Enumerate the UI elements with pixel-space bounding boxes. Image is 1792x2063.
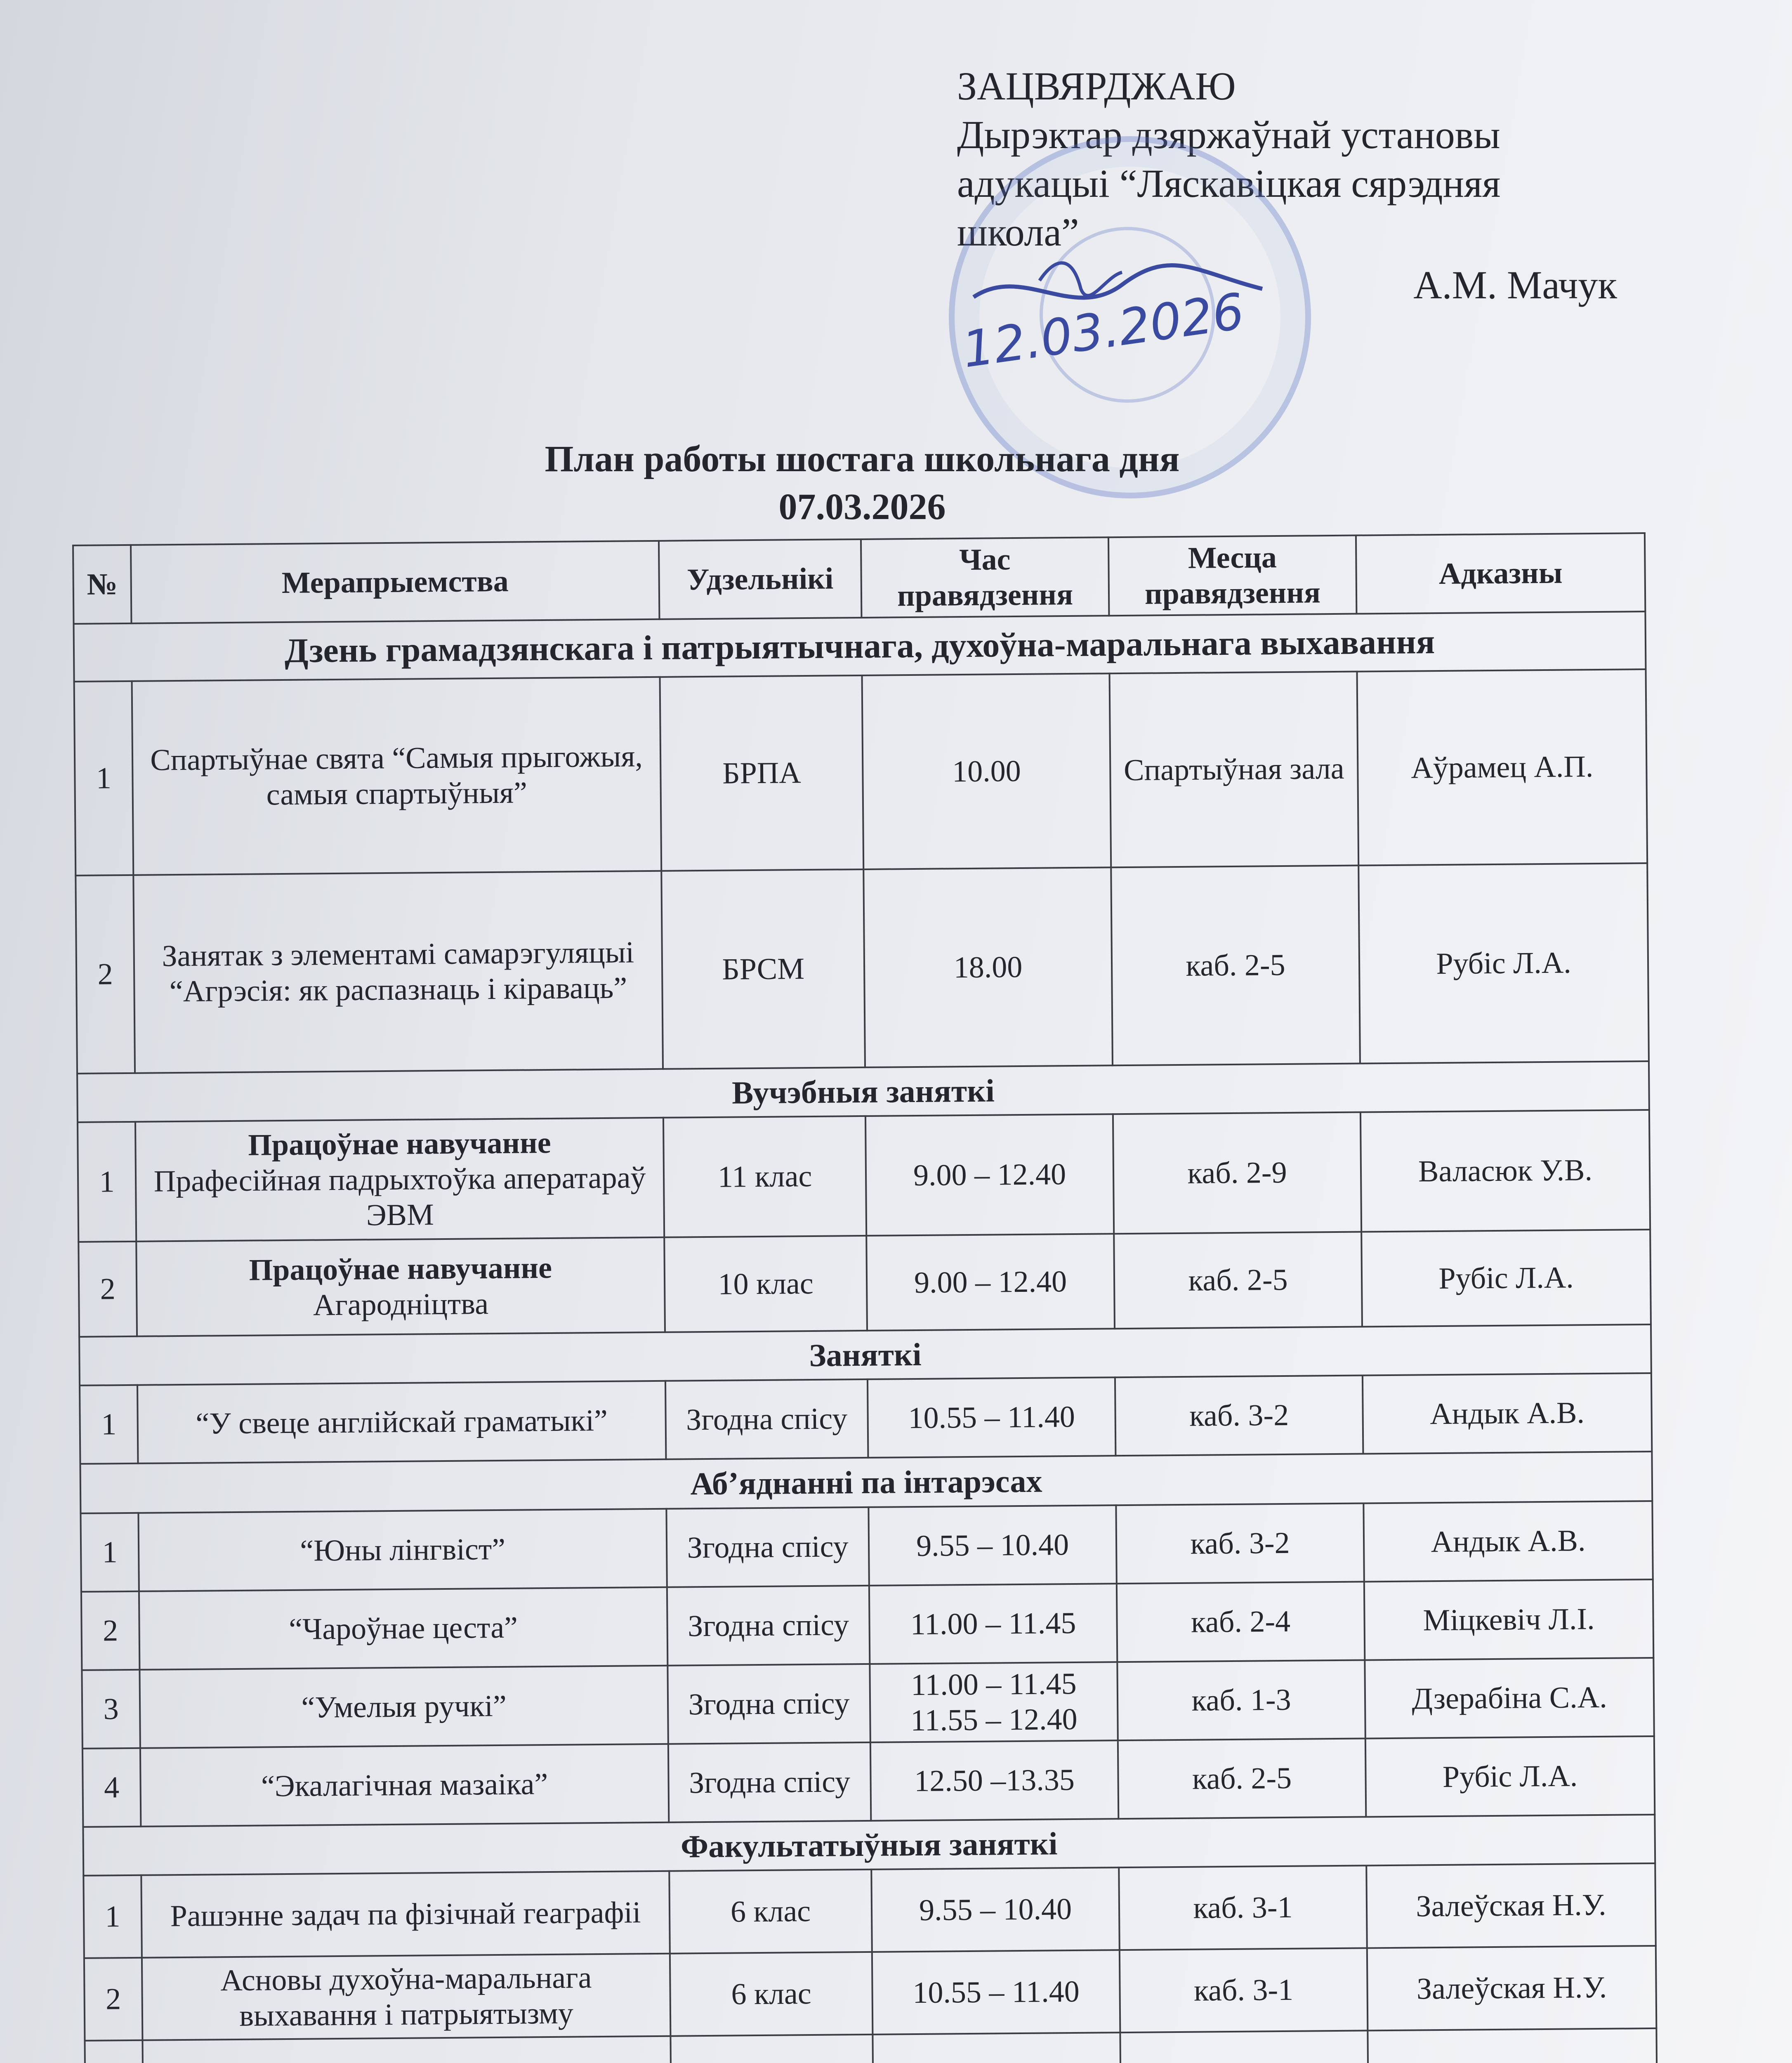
cell-time: 9.55 – 10.40 <box>871 1867 1120 1952</box>
cell-place: каб. 2-5 <box>1114 1232 1362 1329</box>
cell-place: каб. 3-2 <box>1115 1375 1363 1456</box>
cell-responsible: Залеўская Н.У. <box>1367 1946 1657 2030</box>
cell-place: каб. 3-2 <box>1116 1503 1364 1584</box>
table-row <box>75 863 1649 1074</box>
cell-place: каб. 1-3 <box>1117 1660 1365 1740</box>
table-row <box>82 1658 1654 1749</box>
table-header-row <box>73 533 1645 624</box>
cell-participants: Згодна спісу <box>667 1586 870 1666</box>
cell-event <box>142 2036 671 2063</box>
cell-event <box>135 1118 664 1242</box>
cell-place: каб. 2-9 <box>1113 1112 1361 1234</box>
cell-num: 2 <box>78 1242 137 1337</box>
document-title <box>371 435 1353 531</box>
cell-participants <box>670 2035 873 2063</box>
table-row <box>81 1579 1653 1670</box>
table-row <box>80 1501 1653 1592</box>
cell-time: 10.00 <box>862 673 1111 869</box>
cell-participants: 6 клас <box>669 1869 872 1954</box>
cell-responsible: Дзерабіна С.А. <box>1365 1658 1654 1738</box>
approval-line-1: Дырэктар дзяржаўнай установы <box>957 113 1500 157</box>
cell-event: “Юны лінгвіст” <box>138 1509 667 1591</box>
cell-event: Асновы духоўна-маральнага выхавання і патрыятызму <box>142 1954 671 2040</box>
cell-num: 1 <box>80 1385 138 1464</box>
cell-time: 11.00 – 11.45 <box>869 1584 1117 1664</box>
cell-responsible: Рубіс Л.А. <box>1365 1736 1655 1817</box>
header-num: № <box>73 545 131 624</box>
cell-event: Спартыўнае свята “Самыя прыгожыя, самыя спартыўныя” <box>132 677 662 875</box>
director-name: А.М. Мачук <box>1413 263 1617 307</box>
cell-responsible: Рубіс Л.А. <box>1361 1230 1651 1327</box>
table-row <box>83 1736 1655 1827</box>
cell-num: 4 <box>83 1748 141 1827</box>
header-responsible: Адказны <box>1356 533 1645 614</box>
event-subject: Працоўнае навучанне <box>249 1251 552 1287</box>
section-title: Дзень грамадзянскага і патрыятычнага, духоўна-маральнага выхавання <box>74 611 1646 682</box>
cell-time: 12.50 –13.35 <box>870 1740 1118 1821</box>
cell-time: 18.00 <box>863 867 1113 1067</box>
title-date: 07.03.2026 <box>778 486 946 527</box>
approval-line-2: адукацыі “Ляскавіцкая сярэдняя <box>957 161 1501 205</box>
cell-responsible: Аўрамец А.П. <box>1357 669 1648 865</box>
cell-num <box>85 2040 143 2063</box>
cell-num: 1 <box>78 1122 136 1242</box>
cell-responsible: Рубіс Л.А. <box>1358 863 1649 1063</box>
cell-num: 1 <box>80 1513 139 1592</box>
cell-num: 1 <box>83 1875 142 1958</box>
section-title: Аб’яднанні па інтарэсах <box>80 1452 1652 1513</box>
cell-place: каб. 2-5 <box>1111 866 1360 1066</box>
header-place: Месца правядзення <box>1108 536 1356 616</box>
table-row <box>78 1110 1650 1242</box>
cell-event: “Экалагічная мазаіка” <box>140 1744 669 1827</box>
cell-event: “Умелыя ручкі” <box>139 1666 668 1748</box>
cell-place: каб. 2-5 <box>1118 1738 1366 1819</box>
section-title: Вучэбныя заняткі <box>77 1061 1649 1122</box>
table-row <box>78 1230 1651 1337</box>
event-subject: Працоўнае навучанне <box>248 1126 551 1162</box>
cell-responsible <box>1368 2028 1657 2063</box>
handwritten-date: 12.03.2026 <box>959 283 1248 379</box>
cell-num: 2 <box>75 875 135 1074</box>
cell-event: “У свеце англійскай граматыкі” <box>137 1381 666 1463</box>
section-title: Факультатыўныя заняткі <box>83 1815 1655 1876</box>
event-detail: Прафесійная падрыхтоўка аператараў ЭВМ <box>153 1161 646 1232</box>
cell-time: 9.55 – 10.40 <box>868 1505 1116 1586</box>
table-row <box>74 669 1648 876</box>
cell-event: Занятак з элементамі самарэгуляцыі “Агрэсія: як распазнаць і кіраваць” <box>133 871 663 1073</box>
title-line-1: План работы шостага школьнага дня <box>545 439 1180 479</box>
cell-event: “Чароўнае цеста” <box>139 1587 667 1670</box>
cell-place: каб. 2-4 <box>1117 1581 1365 1662</box>
cell-time: 10.55 – 11.40 <box>868 1377 1115 1458</box>
approval-line-3: школа” <box>957 210 1079 254</box>
table-row <box>80 1373 1652 1464</box>
header-participants: Удзельнікі <box>659 539 861 619</box>
cell-participants: Згодна спісу <box>665 1379 868 1459</box>
cell-place <box>1120 2030 1368 2063</box>
approval-heading: ЗАЦВЯРДЖАЮ <box>957 64 1236 108</box>
cell-participants: 11 клас <box>663 1116 866 1237</box>
cell-event: Рашэнне задач па фізічнай геаграфіі <box>141 1871 670 1958</box>
handwritten-signature <box>949 231 1320 396</box>
time-slot-2: 11.55 – 12.40 <box>910 1702 1078 1738</box>
cell-participants: БРСМ <box>661 869 865 1069</box>
header-time: Час правядзення <box>861 537 1109 618</box>
section-title: Заняткі <box>79 1324 1651 1386</box>
cell-participants: Згодна спісу <box>666 1507 869 1587</box>
event-detail: Агароднiцтва <box>313 1287 489 1322</box>
cell-responsible: Валасюк У.В. <box>1361 1110 1650 1232</box>
table-row <box>83 1863 1655 1958</box>
cell-time: 9.00 – 12.40 <box>865 1114 1114 1236</box>
cell-responsible: Андык А.В. <box>1363 1501 1653 1581</box>
cell-place: каб. 3-1 <box>1120 1948 1368 2032</box>
cell-responsible: Міцкевіч Л.І. <box>1364 1579 1653 1660</box>
header-event: Мерапрыемства <box>131 541 659 623</box>
cell-num: 3 <box>82 1670 140 1749</box>
cell-responsible: Андык А.В. <box>1363 1373 1652 1454</box>
cell-participants: 10 клас <box>664 1236 867 1332</box>
cell-time <box>872 2032 1121 2063</box>
cell-num: 2 <box>84 1958 143 2041</box>
table-row <box>84 1946 1656 2041</box>
cell-responsible: Залеўская Н.У. <box>1366 1863 1656 1948</box>
cell-participants: Згодна спісу <box>668 1742 871 1822</box>
schedule-table <box>72 532 1658 2063</box>
cell-num: 2 <box>81 1591 139 1670</box>
cell-participants: 6 клас <box>670 1952 873 2036</box>
cell-time: 10.55 – 11.40 <box>872 1950 1120 2035</box>
cell-time: 9.00 – 12.40 <box>866 1234 1115 1331</box>
cell-time <box>870 1662 1118 1742</box>
cell-participants: Згодна спісу <box>667 1664 870 1744</box>
cell-participants: БРПА <box>660 675 864 871</box>
cell-num: 1 <box>74 681 134 876</box>
cell-place: каб. 3-1 <box>1119 1865 1367 1950</box>
time-slot-1: 11.00 – 11.45 <box>910 1666 1077 1702</box>
cell-place: Спартыўная зала <box>1110 672 1359 868</box>
cell-event <box>136 1237 665 1336</box>
